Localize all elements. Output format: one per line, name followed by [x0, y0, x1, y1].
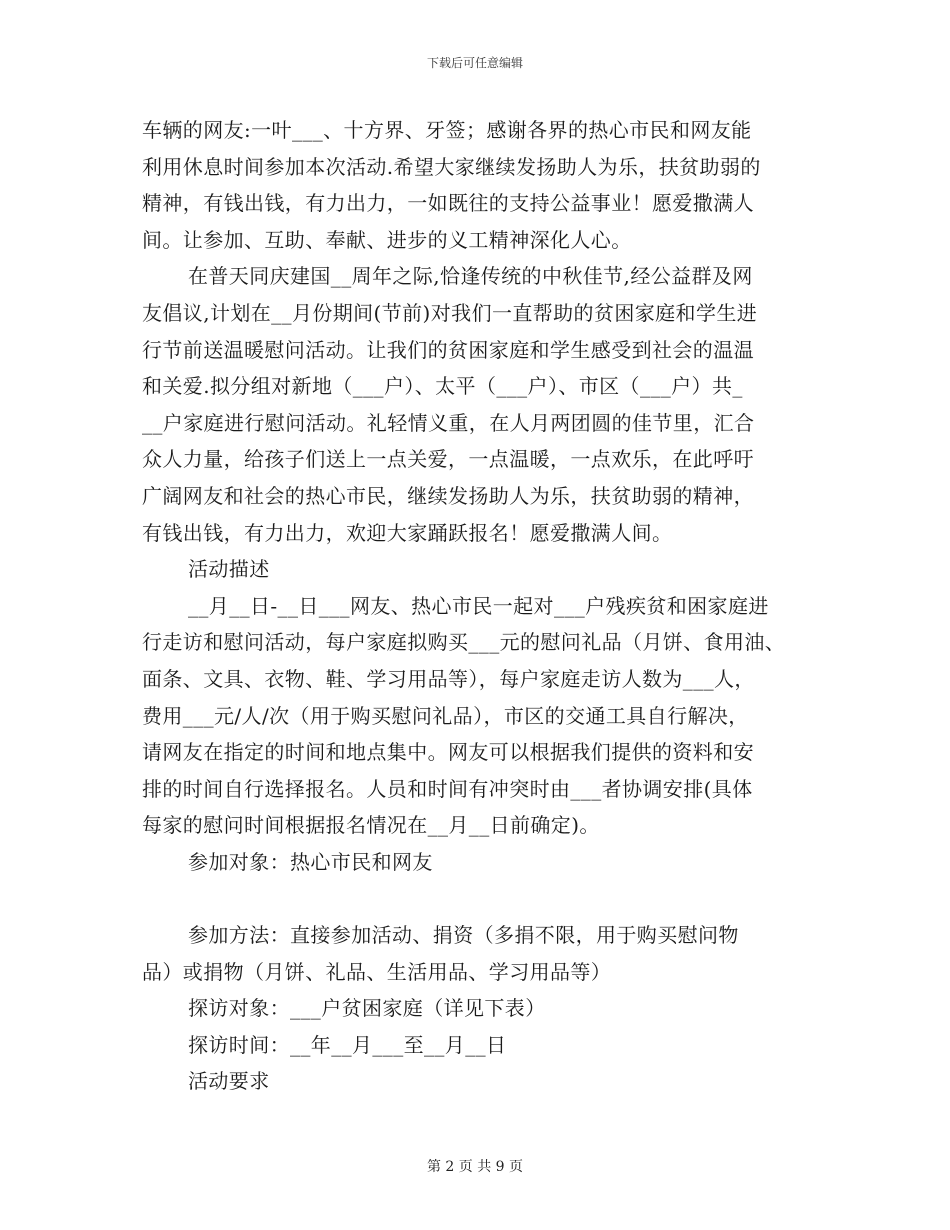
- paragraph-line: 行节前送温暖慰问活动。让我们的贫困家庭和学生感受到社会的温温: [142, 337, 754, 362]
- paragraph-line: 有钱出钱，有力出力，欢迎大家踊跃报名！愿爱撒满人间。: [142, 520, 673, 545]
- paragraph-line: 间。让参加、互助、奉献、进步的义工精神深化人心。: [142, 227, 632, 252]
- paragraph-line: 排的时间自行选择报名。人员和时间有冲突时由___者协调安排(具体: [142, 776, 753, 801]
- paragraph-line: 面条、文具、衣物、鞋、学习用品等），每户家庭走访人数为___人，: [142, 666, 755, 691]
- paragraph-line: 在普天同庆建国__周年之际,恰逢传统的中秋佳节,经公益群及网: [188, 264, 753, 289]
- paragraph-line: 每家的慰问时间根据报名情况在__月__日前确定)。: [142, 813, 600, 838]
- paragraph-line: 广阔网友和社会的热心市民，继续发扬助人为乐，扶贫助弱的精神，: [142, 483, 754, 508]
- section-heading: 活动要求: [188, 1069, 270, 1094]
- participants-line: 参加对象：热心市民和网友: [188, 849, 433, 874]
- visit-time-line: 探访时间：__年__月___至__月__日: [188, 1032, 507, 1057]
- paragraph-line: __户家庭进行慰问活动。礼轻情义重，在人月两团圆的佳节里，汇合: [142, 410, 755, 435]
- method-line: 参加方法：直接参加活动、捐资（多捐不限，用于购买慰问物: [188, 923, 739, 948]
- page-footer: 第 2 页 共 9 页: [426, 1159, 524, 1175]
- visit-target-line: 探访对象：___户贫困家庭（详见下表）: [188, 996, 546, 1021]
- method-line: 品）或捐物（月饼、礼品、生活用品、学习用品等）: [142, 959, 612, 984]
- paragraph-line: 和关爱.拟分组对新地（___户）、太平（___户）、市区（___户）共_: [142, 374, 743, 399]
- document-body: [142, 112, 832, 1100]
- paragraph-line: __月__日-__日___网友、热心市民一起对___户残疾贫和困家庭进: [188, 593, 769, 618]
- page-header: 下载后可任意编辑: [426, 56, 523, 70]
- paragraph-line: 利用休息时间参加本次活动.希望大家继续发扬助人为乐，扶贫助弱的: [142, 154, 761, 179]
- section-heading: 活动描述: [188, 557, 270, 582]
- paragraph-line: 精神，有钱出钱，有力出力，一如既往的支持公益事业！愿爱撒满人: [142, 191, 754, 216]
- paragraph-line: 费用___元/人/次（用于购买慰问礼品），市区的交通工具自行解决，: [142, 703, 749, 728]
- paragraph-line: 众人力量，给孩子们送上一点关爱，一点温暖，一点欢乐，在此呼吁: [142, 447, 754, 472]
- blank-spacer: [142, 880, 832, 917]
- paragraph-line: 行走访和慰问活动，每户家庭拟购买___元的慰问礼品（月饼、食用油、: [142, 630, 786, 655]
- paragraph-line: 请网友在指定的时间和地点集中。网友可以根据我们提供的资料和安: [142, 740, 754, 765]
- paragraph-line: 友倡议,计划在__月份期间(节前)对我们一直帮助的贫困家庭和学生进: [142, 300, 758, 325]
- paragraph-line: 车辆的网友:一叶___、十方界、牙签；感谢各界的热心市民和网友能: [142, 118, 752, 142]
